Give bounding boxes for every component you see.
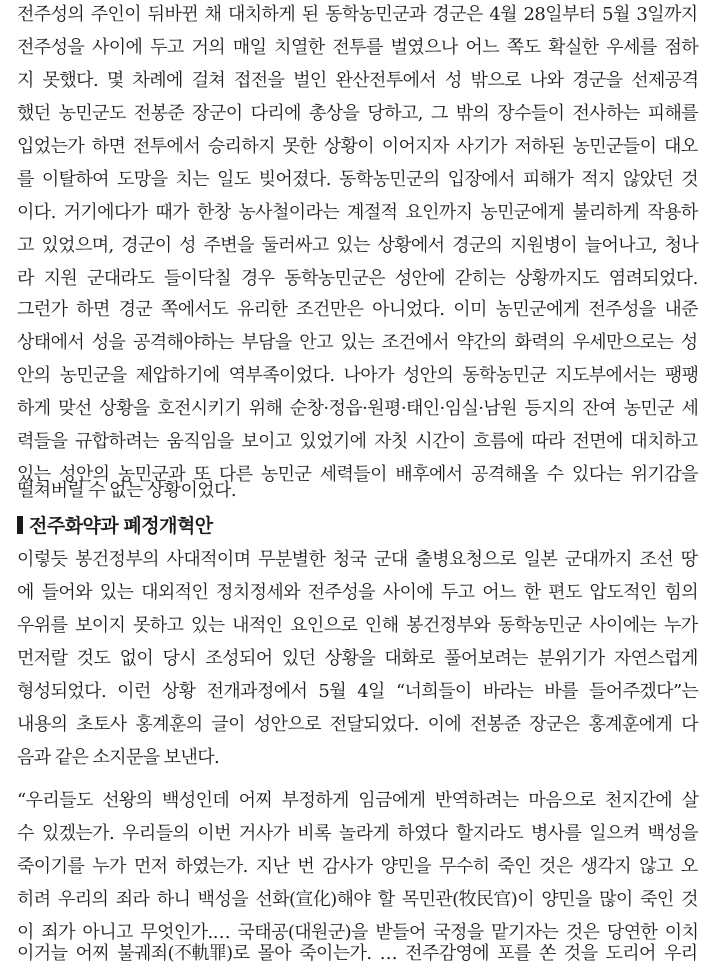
body-text-line: 고 있었으며, 경군이 성 주변을 둘러싸고 있는 상황에서 경군의 지원병이 늘어나고, 청나 xyxy=(17,235,699,256)
body-text-line: 있는 성안의 농민군과 또 다른 농민군 세력들이 배후에서 공격해올 수 있다는 위기감을 xyxy=(17,464,698,485)
body-text-line: 상태에서 성을 공격해야하는 부담을 안고 있는 조건에서 약간의 화력의 우세만으로는 성 xyxy=(17,332,698,353)
body-text-line: 우위를 보이지 못하고 있는 내적인 요인으로 인해 봉건정부와 동학농민군 사이에는 누가 xyxy=(17,615,698,636)
quote-text-line: 이 죄가 아니고 무엇인가.… 국태공(대원군)을 받들어 국정을 맡기자는 것은 당연한 이치 xyxy=(17,922,699,943)
body-text-line: 지 못했다. 몇 차례에 걸쳐 접전을 벌인 완산전투에서 성 밖으로 나와 경군을 선제공격 xyxy=(17,70,699,91)
section-heading xyxy=(17,514,213,538)
section-heading-text: 전주화약과 폐정개혁안 xyxy=(29,515,213,537)
body-text-line: 내용의 초토사 홍계훈의 글이 성안으로 전달되었다. 이에 전봉준 장군은 홍계훈에게 다 xyxy=(17,714,698,735)
body-text-line: 를 이탈하여 도망을 치는 일도 빚어졌다. 동학농민군의 입장에서 피해가 적지 않았던 것 xyxy=(17,169,699,190)
body-text-line: 먼저랄 것도 없이 당시 조성되어 있던 상황을 대화로 풀어보려는 분위기가 자연스럽게 xyxy=(17,648,698,669)
quote-text-line: 수 있겠는가. 우리들의 이번 거사가 비록 놀라게 하였다 할지라도 병사를 일으켜 백성을 xyxy=(17,823,699,844)
body-text-line: 전주성을 사이에 두고 거의 매일 치열한 전투를 벌였으나 어느 쪽도 확실한 우세를 점하 xyxy=(17,37,699,58)
body-text-line: 이다. 거기에다가 때가 한창 농사철이라는 계절적 요인까지 농민군에게 불리하게 작용하 xyxy=(17,202,698,223)
body-text-line: 에 들어와 있는 대외적인 정치정세와 전주성을 사이에 두고 어느 한 편도 압도적인 힘의 xyxy=(17,582,699,603)
body-text-line: 라 지원 군대라도 들이닥칠 경우 동학농민군은 성안에 갇히는 상황까지도 염려되었다. xyxy=(17,268,698,289)
body-text-line: 하게 맞선 상황을 호전시키기 위해 순창·정읍·원평·태인·임실·남원 등지의 잔여 농민군 세 xyxy=(17,398,699,419)
quote-text-line: 죽이기를 누가 먼저 하였는가. 지난 번 감사가 양민을 무수히 죽인 것은 생각지 않고 오 xyxy=(17,856,698,877)
body-text-line: 입었는가 하면 전투에서 승리하지 못한 상황이 이어지자 사기가 저하된 농민군들이 대오 xyxy=(17,136,698,157)
body-text-line: 그런가 하면 경군 쪽에서도 유리한 조건만은 아니었다. 이미 농민군에게 전주성을 내준 xyxy=(17,299,698,320)
quote-text-line: 이거늘 어찌 불궤죄(不軌罪)로 몰아 죽이는가. … 전주감영에 포를 쏜 것을 도리어 우리 xyxy=(17,943,698,964)
heading-bullet-icon xyxy=(17,516,23,534)
body-text-line: 음과 같은 소지문을 보낸다. xyxy=(17,747,220,768)
body-text-line: 떨쳐버릴 수 없는 상황이었다. xyxy=(17,480,236,501)
quote-text-line: 히려 우리의 죄라 하니 백성을 선화(宣化)해야 할 목민관(牧民官)이 양민을 많이 죽인 것 xyxy=(17,889,698,910)
body-text-line: 했던 농민군도 전봉준 장군이 다리에 총상을 당하고, 그 밖의 장수들이 전사하는 피해를 xyxy=(17,103,699,124)
body-text-line: 안의 농민군을 제압하기에 역부족이었다. 나아가 성안의 동학농민군 지도부에서는 팽팽 xyxy=(17,365,699,386)
quote-text-line: “우리들도 선왕의 백성인데 어찌 부정하게 임금에게 반역하려는 마음으로 천지간에 살 xyxy=(17,790,699,811)
body-text-line: 형성되었다. 이런 상황 전개과정에서 5월 4일 “너희들이 바라는 바를 들어주겠다”는 xyxy=(17,681,699,702)
body-text-line: 력들을 규합하려는 움직임을 보이고 있었기에 자칫 시간이 흐름에 따라 전면에 대치하고 xyxy=(17,431,698,452)
body-text-line: 이렇듯 봉건정부의 사대적이며 무분별한 청국 군대 출병요청으로 일본 군대까지 조선 땅 xyxy=(17,549,698,570)
body-text-line: 전주성의 주인이 뒤바뀐 채 대치하게 된 동학농민군과 경군은 4월 28일부터 5월 3일까지 xyxy=(17,4,698,25)
